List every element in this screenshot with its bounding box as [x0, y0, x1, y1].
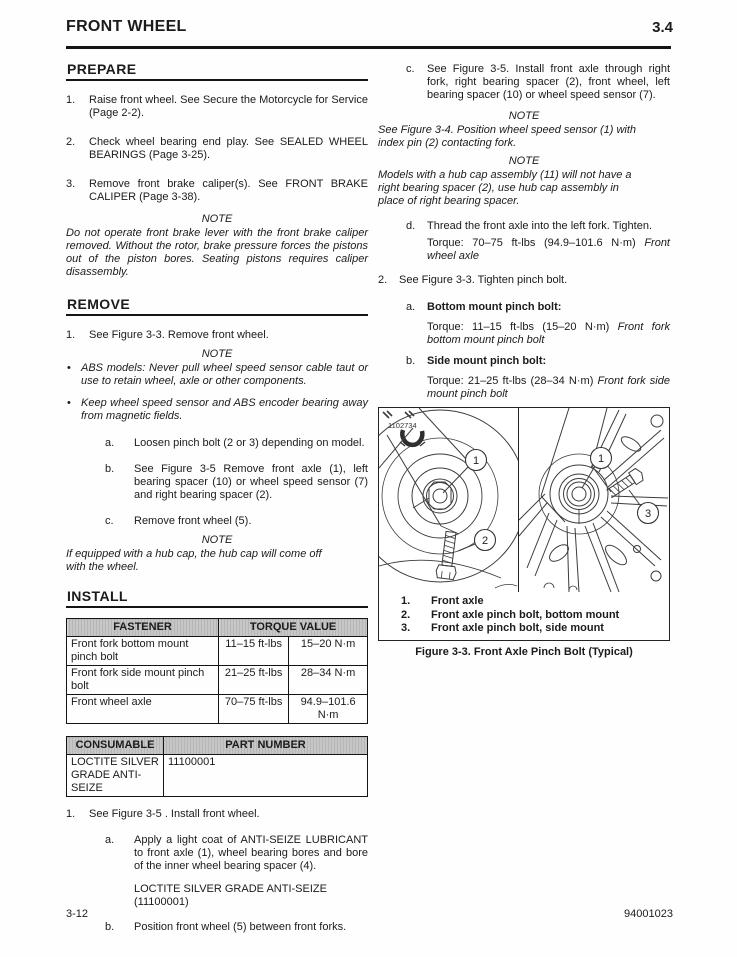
prepare-heading: PREPARE — [66, 60, 368, 81]
figure-3-3 — [378, 407, 670, 641]
table-row — [67, 695, 368, 724]
install-heading: INSTALL — [66, 587, 368, 608]
figure-callout-1: 1 — [472, 455, 480, 467]
table-row — [67, 666, 368, 695]
right-column — [378, 58, 670, 659]
sub-step-text: Thread the front axle into the left fork. Tighten. — [427, 220, 653, 232]
figure-panel-left — [379, 408, 519, 592]
note-label: NOTE — [201, 534, 233, 546]
sub-step-text: Position front wheel (5) between front forks. — [134, 921, 347, 933]
axle-bottom-pinch-bolt-drawing — [379, 408, 518, 592]
column-header: TORQUE VALUE — [219, 619, 368, 637]
table-cell: 94.9–101.6 N·m — [289, 695, 368, 724]
table-row — [67, 637, 368, 666]
legend-text: Front axle — [431, 595, 484, 607]
document-number: 94001023 — [624, 908, 673, 920]
table-cell: 15–20 N·m — [289, 637, 368, 666]
torque-spec — [427, 237, 670, 263]
torque-fastener: Front wheel axle — [427, 237, 670, 262]
table-cell: 11100001 — [164, 755, 368, 797]
sub-step-label: b. — [406, 355, 416, 367]
sub-step — [406, 63, 670, 102]
table-cell: 21–25 ft-lbs — [219, 666, 289, 695]
sub-step — [105, 463, 368, 502]
torque-fastener: Front fork bottom mount pinch bolt — [427, 321, 670, 346]
list-text: Check wheel bearing end play. See SEALED WHEEL BEARINGS (Page 3-25). — [89, 136, 368, 161]
table-cell: 28–34 N·m — [289, 666, 368, 695]
figure-panel-right — [519, 408, 668, 592]
figure-callout-2: 2 — [481, 535, 489, 547]
list-number: 1. — [66, 94, 76, 106]
table-cell: Front fork bottom mount pinch bolt — [67, 637, 219, 666]
column-header: CONSUMABLE — [67, 737, 164, 755]
sub-step — [105, 921, 368, 934]
list-text: Remove front brake caliper(s). See FRONT BRAKE CALIPER (Page 3-38). — [89, 178, 368, 203]
list-number: 3. — [66, 178, 76, 190]
sub-step-label: d. — [406, 220, 416, 232]
bullet-icon: • — [67, 362, 71, 374]
page-number: 3-12 — [66, 908, 89, 920]
sub-step-label: c. — [406, 63, 415, 75]
figure-callout-1: 1 — [597, 453, 605, 465]
note-text: Do not operate front brake lever with the front brake caliper removed. Without the rotor, brake pressure forces the pistons out of the piston bores. Seating pistons requires caliper disassembly. — [66, 227, 368, 278]
note-text: If equipped with a hub cap, the hub cap will come off with the wheel. — [66, 548, 322, 573]
table-cell: Front fork side mount pinch bolt — [67, 666, 219, 695]
list-text: See Figure 3-3. Remove front wheel. — [89, 329, 269, 341]
list-item — [66, 329, 368, 342]
note-text: See Figure 3-4. Position wheel speed sensor (1) with index pin (2) contacting fork. — [378, 124, 637, 149]
table-cell: LOCTITE SILVER GRADE ANTI-SEIZE — [67, 755, 164, 797]
column-header: PART NUMBER — [164, 737, 368, 755]
legend-item — [401, 622, 665, 635]
sub-step — [406, 301, 670, 314]
list-number: 2. — [378, 274, 388, 286]
sub-step — [105, 515, 368, 528]
torque-value: Torque: 21–25 ft-lbs (28–34 N·m) — [427, 375, 598, 387]
legend-number: 3. — [401, 622, 411, 634]
section-number: 3.4 — [652, 19, 673, 36]
legend-number: 2. — [401, 608, 411, 621]
legend-item — [401, 609, 665, 622]
list-text: See Figure 3-5 . Install front wheel. — [89, 808, 260, 820]
note-label: NOTE — [201, 213, 233, 225]
bullet-text: Keep wheel speed sensor and ABS encoder bearing away from magnetic fields. — [81, 397, 368, 422]
figure-callout-3: 3 — [644, 508, 652, 520]
list-number: 1. — [66, 329, 76, 341]
list-item — [66, 94, 368, 120]
sub-step-text: Bottom mount pinch bolt: — [427, 301, 562, 313]
sub-step-label: a. — [105, 437, 115, 449]
note-bullet — [66, 397, 368, 423]
sub-step-text: Apply a light coat of ANTI-SEIZE LUBRICANT to front axle (1), wheel bearing bores and bore of the inner wheel bearing spacer (4). — [134, 834, 368, 872]
sub-step-text: See Figure 3-5. Install front axle through right fork, right bearing spacer (2), front wheel, left bearing spacer (10) or wheel speed sensor (7). — [427, 63, 670, 101]
bullet-text: ABS models: Never pull wheel speed sensor cable taut or use to retain wheel, axle or other components. — [81, 362, 368, 387]
column-header: FASTENER — [67, 619, 219, 637]
legend-number: 1. — [401, 595, 411, 607]
table-row — [67, 755, 368, 797]
note-label: NOTE — [508, 155, 540, 167]
axle-side-pinch-bolt-drawing — [519, 408, 668, 592]
sub-step-text: See Figure 3-5 Remove front axle (1), left bearing spacer (10) or wheel speed sensor (7) and right bearing spacer (2). — [134, 463, 368, 501]
list-number: 1. — [66, 808, 76, 820]
header-rule — [66, 46, 671, 49]
left-column — [66, 58, 368, 947]
list-item — [378, 274, 670, 287]
consumable-callout: LOCTITE SILVER GRADE ANTI-SEIZE (11100001) — [134, 883, 327, 908]
legend-text: Front axle pinch bolt, side mount — [431, 622, 604, 634]
torque-fastener: Front fork side mount pinch bolt — [427, 375, 670, 400]
sub-step-text: Side mount pinch bolt: — [427, 355, 547, 367]
table-cell: 11–15 ft-lbs — [219, 637, 289, 666]
figure-legend — [379, 592, 669, 640]
sub-step — [105, 437, 368, 450]
list-text: Raise front wheel. See Secure the Motorcycle for Service (Page 2-2). — [89, 94, 368, 119]
page-title: FRONT WHEEL — [66, 18, 187, 35]
torque-value: Torque: 11–15 ft-lbs (15–20 N·m) — [427, 321, 618, 333]
note-label: NOTE — [201, 348, 233, 360]
note-label: NOTE — [508, 110, 540, 122]
table-header-row — [67, 619, 368, 637]
consumable-table — [66, 736, 368, 797]
legend-text: Front axle pinch bolt, bottom mount — [431, 608, 620, 621]
note-bullet — [66, 362, 368, 388]
sub-step — [105, 834, 368, 873]
torque-spec — [427, 321, 670, 347]
remove-heading: REMOVE — [66, 295, 368, 316]
table-cell: 70–75 ft-lbs — [219, 695, 289, 724]
bullet-icon: • — [67, 397, 71, 409]
legend-item — [401, 595, 665, 608]
sub-step — [406, 220, 670, 233]
list-item — [66, 136, 368, 162]
list-number: 2. — [66, 136, 76, 148]
figure-stamp-number: 1102734 — [388, 421, 417, 430]
figure-caption: Figure 3-3. Front Axle Pinch Bolt (Typical) — [415, 645, 633, 658]
sub-step-label: c. — [105, 515, 114, 527]
note-text: Models with a hub cap assembly (11) will not have a right bearing spacer (2), use hub cap assembly in place of right bearing spacer. — [378, 169, 632, 207]
sub-step — [406, 355, 670, 368]
list-item — [66, 178, 368, 204]
sub-step-label: a. — [406, 301, 416, 313]
list-item — [66, 808, 368, 821]
torque-spec — [427, 375, 670, 401]
list-text: See Figure 3-3. Tighten pinch bolt. — [399, 274, 568, 286]
sub-step-text: Loosen pinch bolt (2 or 3) depending on model. — [134, 437, 365, 449]
sub-step-text: Remove front wheel (5). — [134, 515, 252, 527]
sub-step-label: a. — [105, 834, 115, 846]
table-cell: Front wheel axle — [67, 695, 219, 724]
sub-step-label: b. — [105, 463, 115, 475]
torque-table — [66, 618, 368, 724]
sub-step-label: b. — [105, 921, 115, 933]
torque-value: Torque: 70–75 ft-lbs (94.9–101.6 N·m) — [427, 237, 645, 249]
table-header-row — [67, 737, 368, 755]
figure-panels — [379, 408, 669, 592]
